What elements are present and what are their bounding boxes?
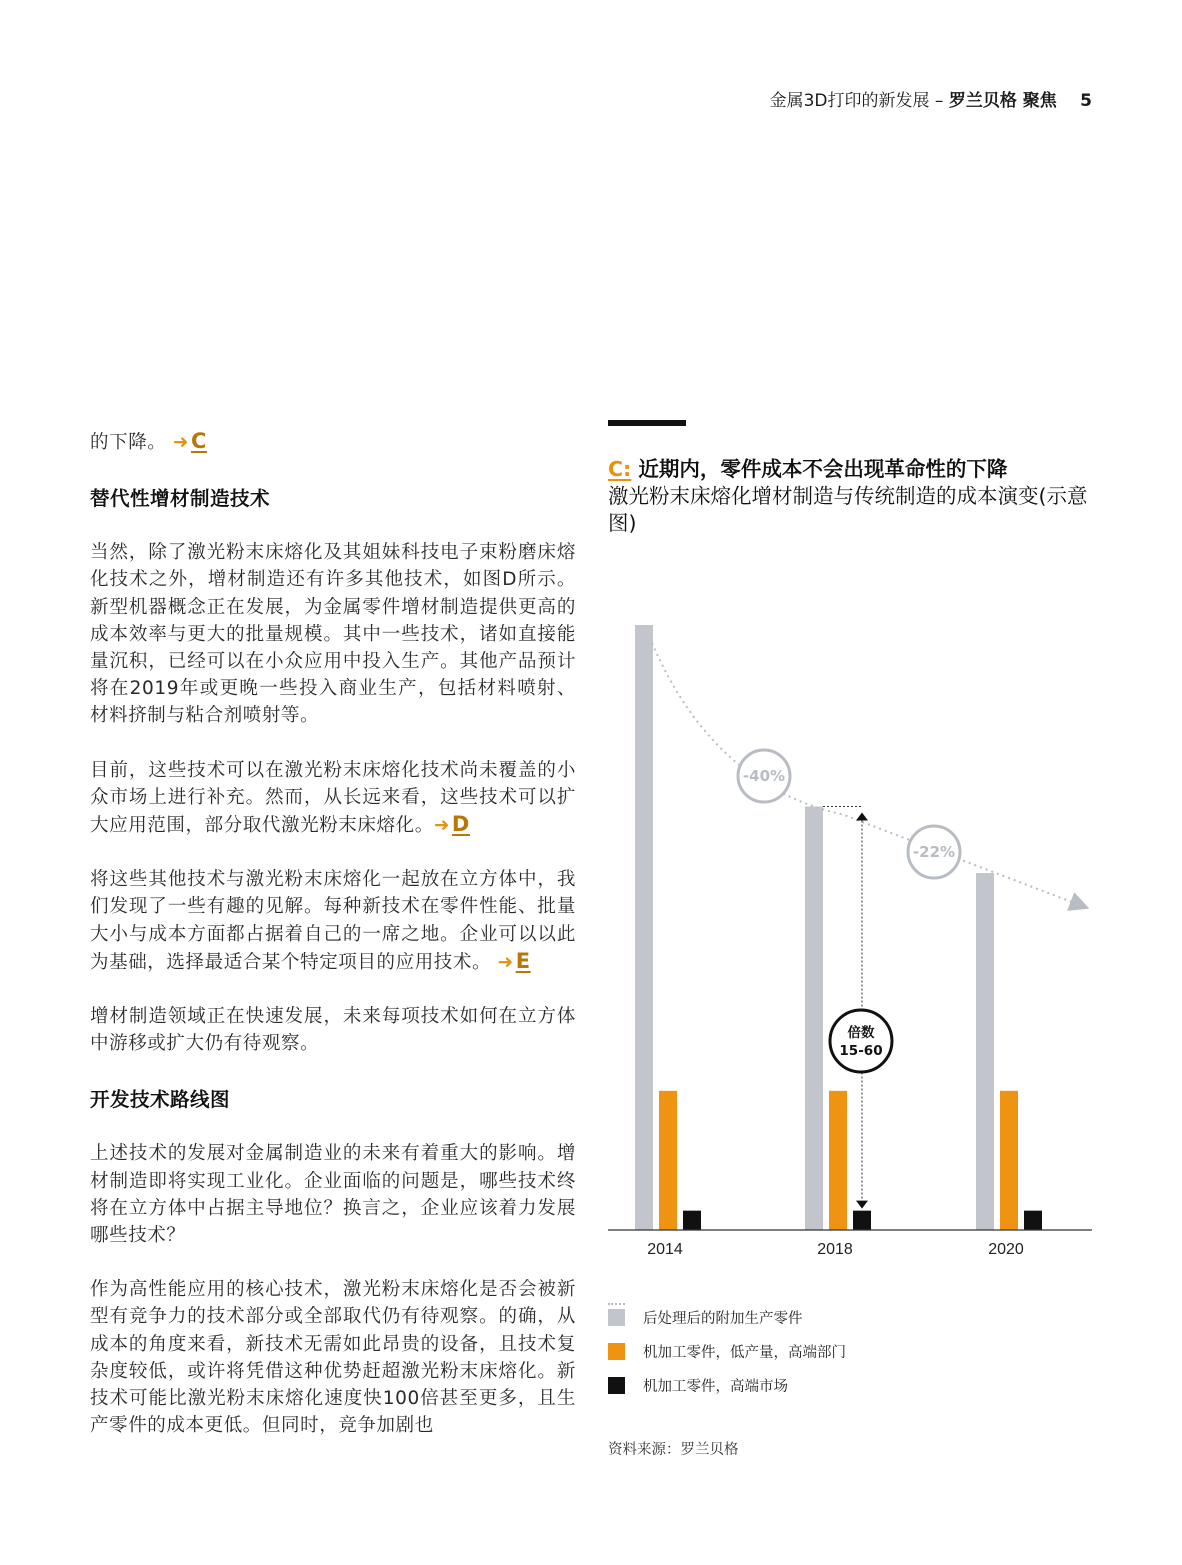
annotation-bubble xyxy=(830,1010,892,1072)
paragraph: 的下降。 ➜C xyxy=(90,429,208,453)
paragraph: 当然，除了激光粉末床熔化及其姐妹科技电子束粉磨床熔化技术之外，增材制造还有许多其他技术，如图D所示。新型机器概念正在发展，为金属零件增材制造提供更高的成本效率与更大的批量规模。其中一些技术，诸如直接能量沉积，已经可以在小众应用中投入生产。其他产品预计将在2019年或更晚一些投入商业生产，包括材料喷射、材料挤制与粘合剂喷射等。 xyxy=(90,542,576,727)
source-note: 资料来源：罗兰贝格 xyxy=(608,1442,739,1458)
annotation-bubble xyxy=(738,750,790,802)
arrow-right-icon: ➜ xyxy=(172,432,189,453)
paragraph: 上述技术的发展对金属制造业的未来有着重大的影响。增材制造即将实现工业化。企业面临的问题是，哪些技术终将在立方体中占据主导地位？换言之，企业应该着力发展哪些技术？ xyxy=(90,1143,576,1247)
annotation-label: -40% xyxy=(742,767,786,785)
bar-2014-series-2 xyxy=(683,1211,701,1230)
bar-2020-series-1 xyxy=(1000,1091,1018,1230)
paragraph: 作为高性能应用的核心技术，激光粉末床熔化是否会被新型有竞争力的技术部分或全部取代仍有待观察。的确，从成本的角度来看，新技术无需如此昂贵的设备，且技术复杂度较低，或许将凭借这种优势赶超激光粉末床熔化。新技术可能比激光粉末床熔化速度快100倍甚至更多，且生产零件的成本更低。但同时，竞争加剧也 xyxy=(90,1279,576,1437)
bar-2020-series-2 xyxy=(1024,1211,1042,1230)
arrow-down-icon xyxy=(856,1201,868,1209)
figure-title: C: 近期内，零件成本不会出现革命性的下降 xyxy=(608,457,1008,481)
header-title: 金属3D打印的新发展 – xyxy=(769,91,944,111)
chart-legend xyxy=(608,1300,1088,1402)
arrow-right-icon: ➜ xyxy=(433,815,450,837)
figure-ref-link[interactable]: ➜E xyxy=(497,948,531,973)
figure-subtitle: 激光粉末床熔化增材制造与传统制造的成本演变(示意图) xyxy=(608,484,1088,535)
cost-evolution-chart xyxy=(600,600,1100,1280)
arrow-right-icon: ➜ xyxy=(497,951,514,973)
page-number: 5 xyxy=(1080,91,1092,111)
annotation-label: 倍数 xyxy=(847,1025,875,1041)
x-tick-label: 2018 xyxy=(817,1241,853,1258)
section-heading: 替代性增材制造技术 xyxy=(90,487,271,511)
figure-header xyxy=(608,420,1094,537)
legend-swatch-orange xyxy=(608,1343,625,1360)
section-heading: 开发技术路线图 xyxy=(90,1088,231,1112)
figure-rule xyxy=(608,420,686,426)
bar-2014-series-0 xyxy=(635,625,653,1230)
x-tick-label: 2020 xyxy=(988,1241,1024,1258)
header-brand: 罗兰贝格 聚焦 xyxy=(948,91,1057,111)
paragraph: 增材制造领域正在快速发展，未来每项技术如何在立方体中游移或扩大仍有待观察。 xyxy=(90,1006,576,1055)
annotation-bubble xyxy=(908,826,960,878)
trend-curve xyxy=(652,643,1080,905)
bar-2018-series-1 xyxy=(829,1091,847,1230)
paragraph: 目前，这些技术可以在激光粉末床熔化技术尚未覆盖的小众市场上进行补充。然而，从长远来看，这些技术可以扩大应用范围，部分取代激光粉末床熔化。➜D xyxy=(90,759,576,837)
legend-item: 机加工零件，低产量，高端部门 xyxy=(608,1334,1088,1368)
legend-item: 后处理后的附加生产零件 xyxy=(608,1300,1088,1334)
bar-2020-series-0 xyxy=(976,873,994,1230)
body-text xyxy=(90,428,576,1466)
bar-2018-series-0 xyxy=(805,807,823,1231)
legend-swatch-gray xyxy=(608,1309,625,1326)
annotation-label: -22% xyxy=(912,843,956,861)
running-header xyxy=(770,86,1092,111)
figure-letter: C: xyxy=(608,457,632,481)
bar-2018-series-2 xyxy=(853,1211,871,1230)
annotation-label: 15-60 xyxy=(839,1043,883,1059)
figure-ref-link[interactable]: ➜D xyxy=(433,812,470,837)
annotation-circle xyxy=(830,1010,892,1072)
arrow-up-icon xyxy=(856,813,868,821)
x-tick-label: 2014 xyxy=(647,1241,683,1258)
legend-item: 机加工零件，高端市场 xyxy=(608,1368,1088,1402)
paragraph: 将这些其他技术与激光粉末床熔化一起放在立方体中，我们发现了一些有趣的见解。每种新技术在零件性能、批量大小与成本方面都占据着自己的一席之地。企业可以以此为基础，选择最适合某个特定项目的应用技术。 ➜E xyxy=(90,869,576,973)
legend-swatch-black xyxy=(608,1377,625,1394)
bar-2014-series-1 xyxy=(659,1091,677,1230)
figure-ref-link[interactable]: ➜C xyxy=(172,429,208,453)
